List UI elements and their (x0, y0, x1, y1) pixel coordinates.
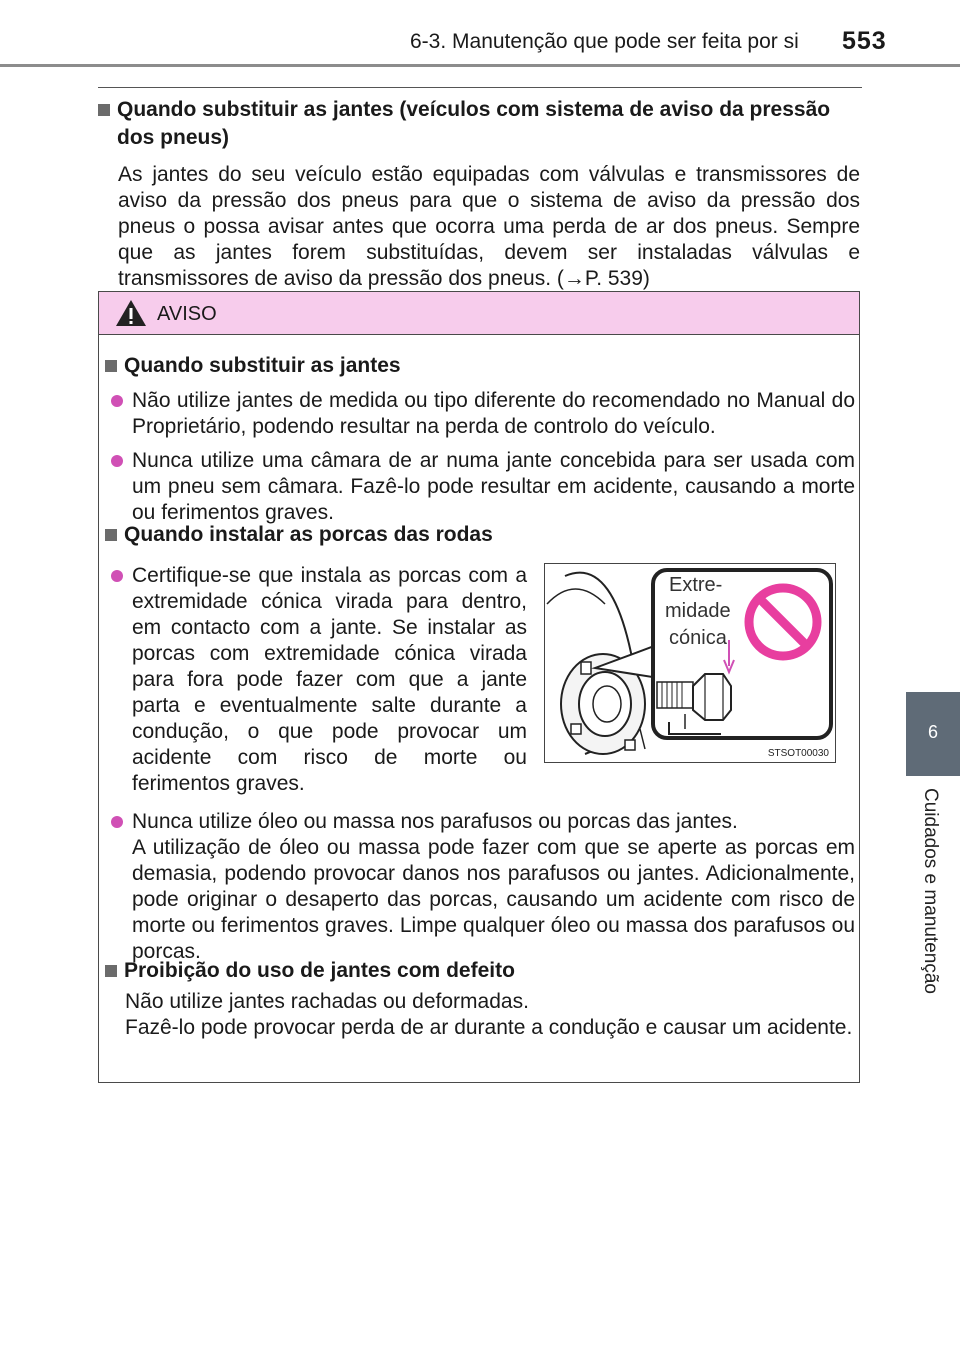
subsection-heading: Quando substituir as jantes (105, 352, 855, 380)
square-bullet-icon (98, 104, 110, 116)
bullet-dot-icon (111, 455, 123, 467)
warning-subsection-wheels (105, 352, 855, 526)
square-bullet-icon (105, 360, 117, 372)
figure-label-line1: Extre- (669, 574, 723, 596)
bullet-dot-icon (111, 570, 123, 582)
list-item: Não utilize jantes de medida ou tipo diferente do recomendado no Manual do Proprietário, podendo resultar na perda de controlo do veículo. (105, 388, 855, 440)
section-rule (98, 87, 862, 88)
section-heading-text: Quando substituir as jantes (veículos com sistema de aviso da pressão dos pneus) (117, 98, 831, 149)
chapter-title-vertical (908, 788, 952, 1018)
header-rule (0, 64, 960, 67)
section-body: As jantes do seu veículo estão equipadas com válvulas e transmissores de aviso da pressão dos pneus para que o sistema de aviso da pressão dos pneus o possa avisar antes que ocorra uma perda de ar dos pneus. Sempre que as jantes forem substituídas, devem ser instaladas válvulas e transmissores de aviso da pressão dos pneus. (→P. 539) (118, 163, 860, 290)
square-bullet-icon (105, 965, 117, 977)
figure-label-line2: midade (665, 600, 731, 622)
list-item: Certifique-se que instala as porcas com a extremidade cónica virada para dentro, em contacto com a jante. Se instalar as porcas com extremidade cónica virada para fora pode fazer com que a jante parta e eventualmente salte durante a condução, o que pode provocar um acidente com risco de morte ou ferimentos graves. (105, 563, 527, 797)
section-heading (98, 96, 860, 152)
subsection-heading: Quando instalar as porcas das rodas (105, 521, 855, 549)
chapter-title: Cuidados e manutenção (920, 788, 941, 994)
chapter-number: 6 (927, 722, 938, 742)
bullet-dot-icon (111, 816, 123, 828)
warning-header (99, 292, 859, 335)
bullet-dot-icon (111, 395, 123, 407)
page-number: 553 (842, 27, 887, 55)
subsection-heading: Proibição do uso de jantes com defeito (105, 957, 855, 985)
warning-title: AVISO (157, 303, 217, 325)
lug-nut-illustration (544, 563, 836, 763)
list-item: Nunca utilize uma câmara de ar numa jante concebida para ser usada com um pneu sem câmara. Fazê-lo pode resultar em acidente, causando a morte ou ferimentos graves. (105, 448, 855, 526)
wheel-replacement-section (98, 96, 860, 292)
warning-subsection-defective-wheels (105, 957, 855, 1041)
square-bullet-icon (105, 529, 117, 541)
list-item: Nunca utilize óleo ou massa nos parafusos ou porcas das jantes. A utilização de óleo ou massa pode fazer com que se aperte as porcas em demasia, podendo provocar danos nos parafusos ou jantes. Adicionalmente, pode originar o desaperto das porcas, causando um acidente com risco de morte ou ferimentos graves. Limpe qualquer óleo ou massa dos parafusos ou porcas. (105, 809, 855, 965)
chapter-tab[interactable] (906, 692, 960, 776)
section-title: 6-3. Manutenção que pode ser feita por si (410, 30, 799, 53)
figure-code: STSOT00030 (767, 748, 829, 759)
figure-label-line3: cónica (669, 627, 727, 649)
warning-triangle-icon (115, 299, 147, 327)
subsection-body: Não utilize jantes rachadas ou deformadas. Fazê-lo pode provocar perda de ar durante a condução e causar um acidente. (125, 990, 853, 1039)
